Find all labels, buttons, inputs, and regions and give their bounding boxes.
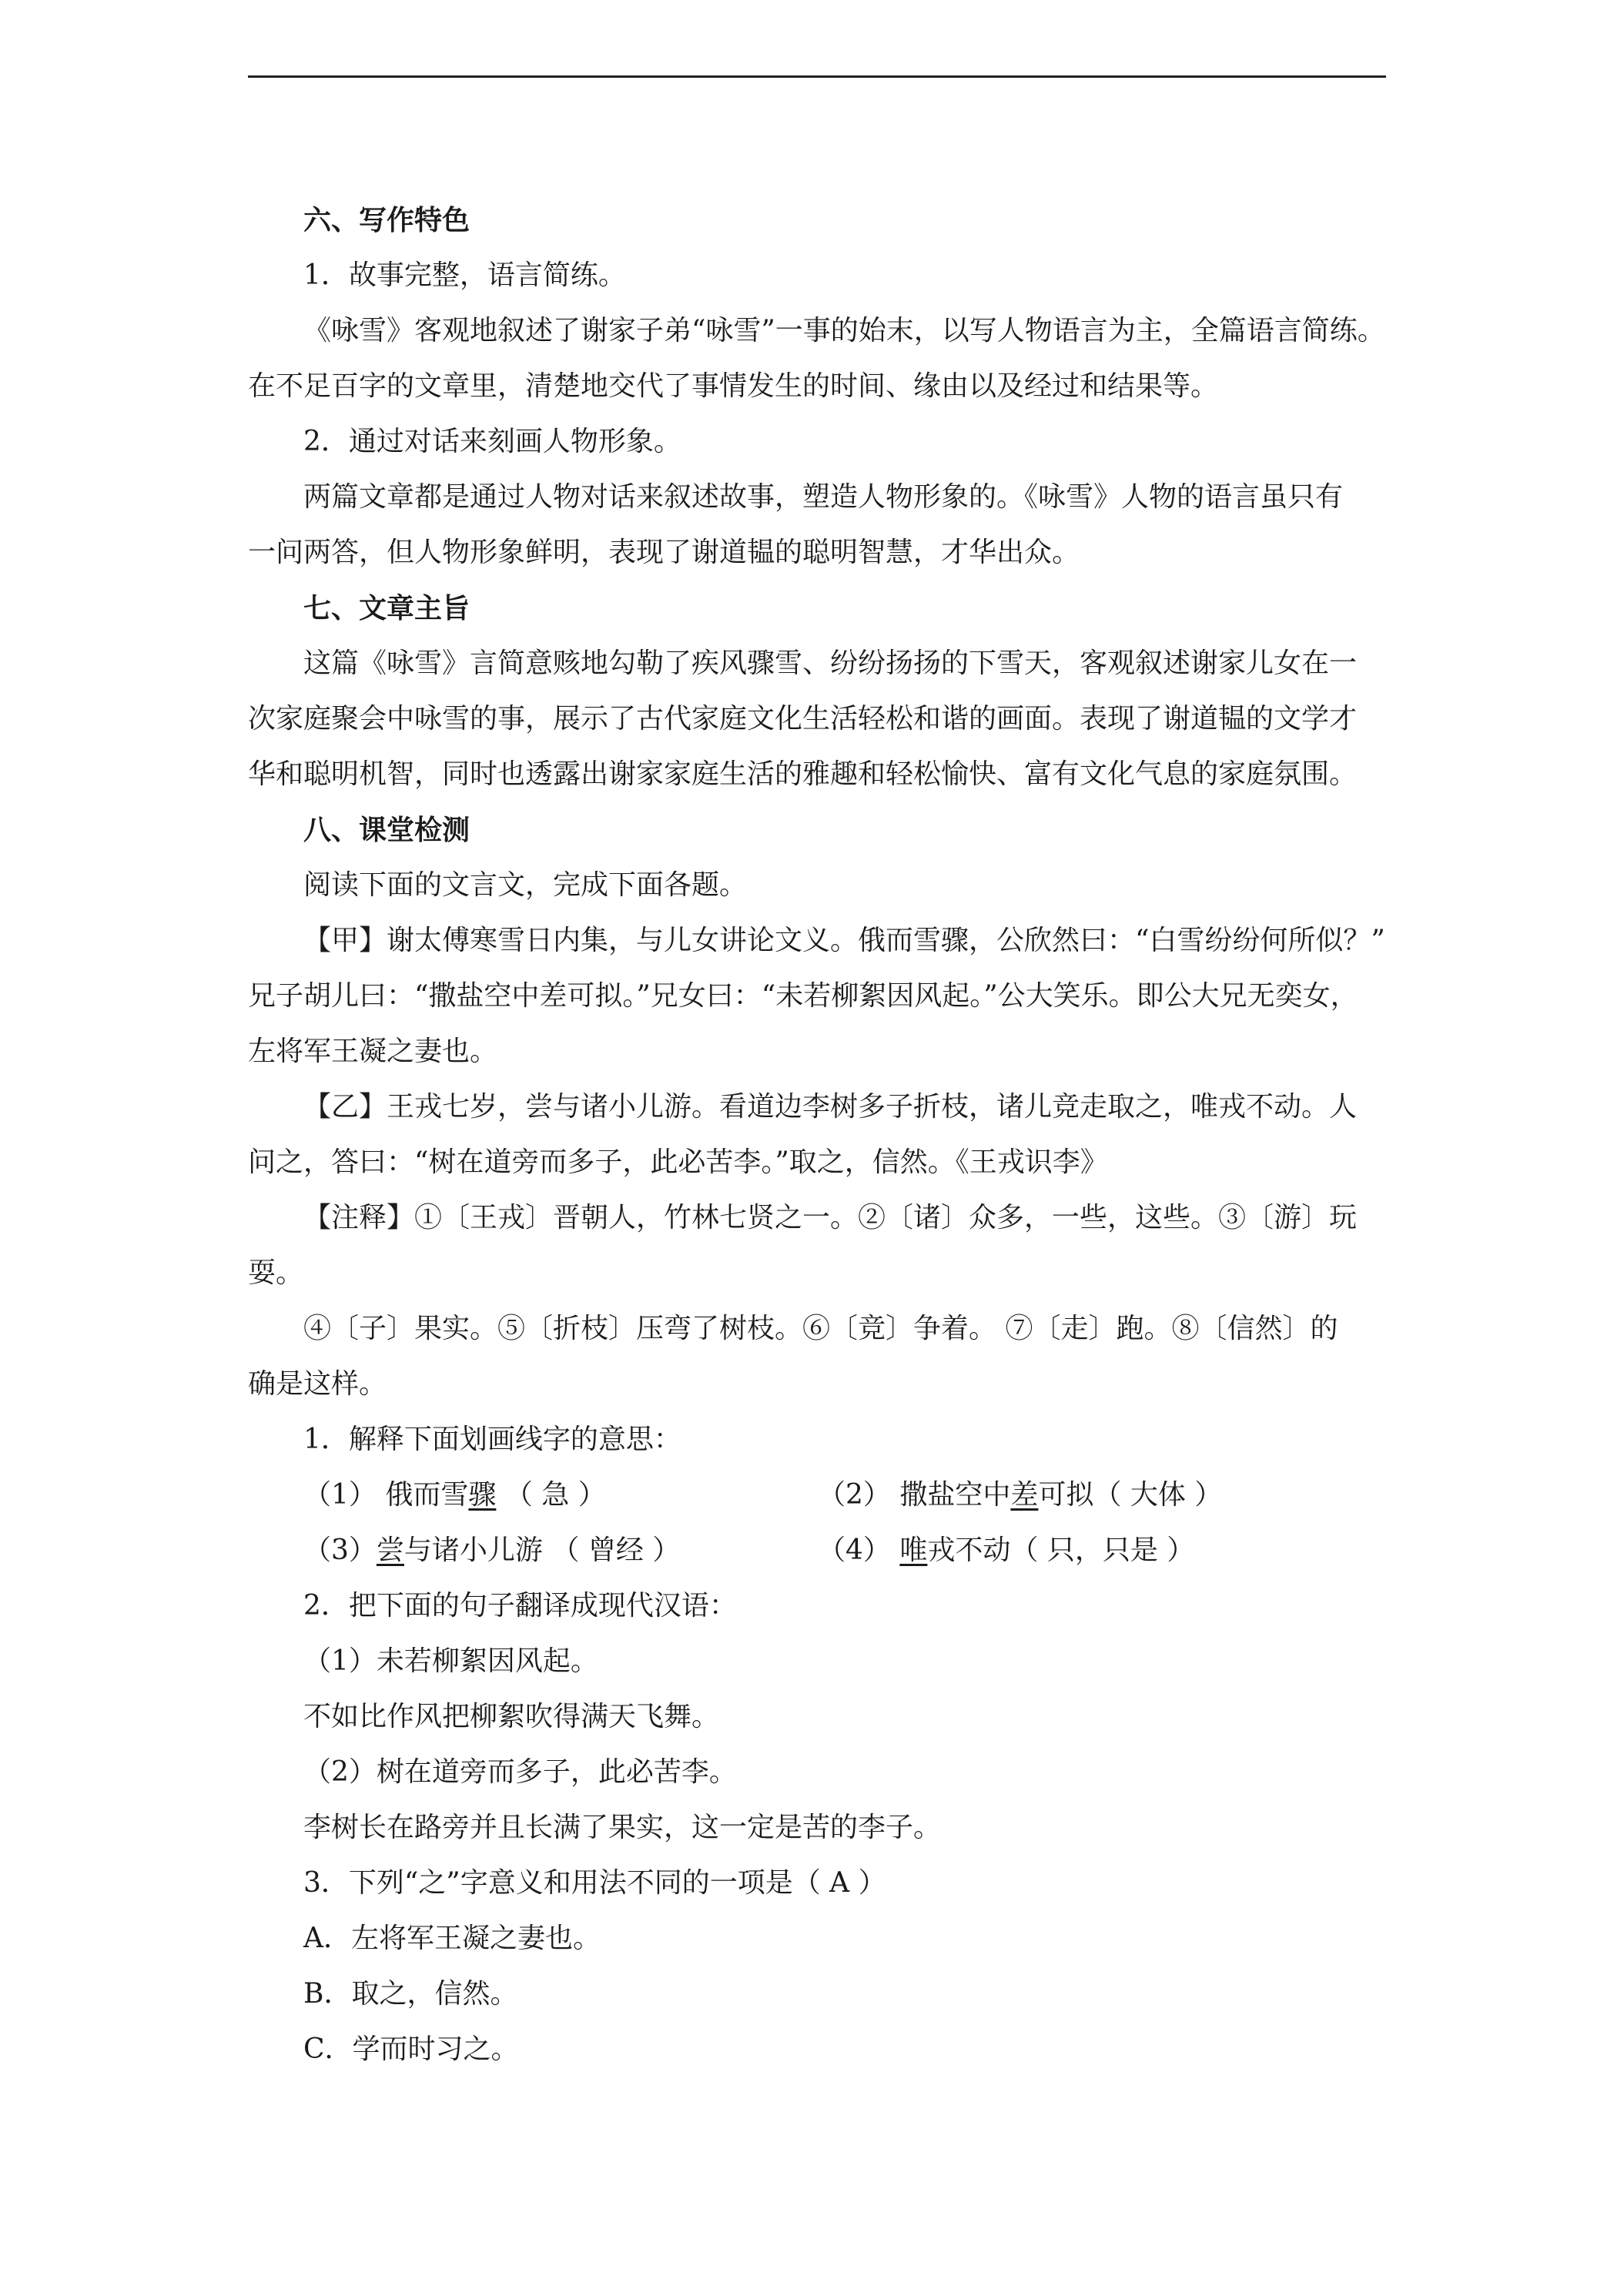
option-c: C．学而时习之。 (303, 2033, 519, 2065)
passage-jia: 【甲】谢太傅寒雪日内集，与儿女讲论文义。俄而雪骤，公欣然曰：“白雪纷纷何所似？” (303, 925, 1385, 956)
question-2-item: （1）未若柳絮因风起。 (303, 1645, 598, 1677)
passage-yi: 【乙】王戎七岁，尝与诸小儿游。看道边李树多子折枝，诸儿竞走取之，唯戎不动。人 (303, 1091, 1358, 1123)
paragraph: 次家庭聚会中咏雪的事，展示了古代家庭文化生活轻松和谐的画面。表现了谢道韫的文学才 (248, 703, 1358, 735)
paragraph: 两篇文章都是通过人物对话来叙述故事，塑造人物形象的。《咏雪》人物的语言虽只有 (303, 481, 1344, 513)
question-2-answer: 不如比作风把柳絮吹得满天飞舞。 (303, 1701, 720, 1732)
paragraph: 2．通过对话来刻画人物形象。 (303, 426, 681, 457)
paragraph: 在不足百字的文章里，清楚地交代了事情发生的时间、缘由以及经过和结果等。 (248, 370, 1219, 402)
q1-item-1: （1） 俄而雪骤 （ 急 ） (303, 1479, 606, 1511)
question-1-row (248, 1468, 1386, 1523)
question-1-row (248, 1523, 1386, 1578)
option-b: B．取之，信然。 (303, 1978, 518, 2010)
notes: 耍。 (248, 1257, 304, 1289)
question-3: 3．下列“之”字意义和用法不同的一项是（ A ） (303, 1867, 886, 1899)
question-2-answer: 李树长在路旁并且长满了果实，这一定是苦的李子。 (303, 1812, 942, 1843)
question-2: 2．把下面的句子翻译成现代汉语： (303, 1590, 737, 1622)
q1-item-4: （4） 唯戎不动（ 只，只是 ） (818, 1535, 1195, 1566)
passage-yi: 问之，答曰：“树在道旁而多子，此必苦李。”取之，信然。《王戎识李》 (248, 1146, 1108, 1178)
paragraph: 一问两答，但人物形象鲜明，表现了谢道韫的聪明智慧，才华出众。 (248, 537, 1080, 568)
question-2-item: （2）树在道旁而多子，此必苦李。 (303, 1756, 737, 1788)
notes: 确是这样。 (248, 1368, 387, 1400)
question-1: 1．解释下面划画线字的意思： (303, 1424, 681, 1455)
section-heading-6: 六、写作特色 (303, 204, 470, 236)
paragraph: 《咏雪》客观地叙述了谢家子弟“咏雪”一事的始末，以写人物语言为主，全篇语言简练。 (303, 315, 1385, 346)
notes: 【注释】①〔王戎〕晋朝人，竹林七贤之一。②〔诸〕众多，一些，这些。③〔游〕玩 (303, 1202, 1358, 1233)
notes: ④〔子〕果实。⑤〔折枝〕压弯了树枝。⑥〔竞〕争着。 ⑦〔走〕跑。⑧〔信然〕的 (303, 1313, 1338, 1344)
passage-jia: 左将军王凝之妻也。 (248, 1036, 498, 1067)
section-heading-8: 八、课堂检测 (303, 814, 470, 846)
header-rule (248, 75, 1386, 78)
q1-item-3: （3）尝与诸小儿游 （ 曾经 ） (303, 1535, 681, 1566)
q1-item-2: （2） 撒盐空中差可拟（ 大体 ） (818, 1479, 1223, 1511)
paragraph: 华和聪明机智，同时也透露出谢家家庭生活的雅趣和轻松愉快、富有文化气息的家庭氛围。 (248, 758, 1358, 790)
passage-jia: 兄子胡儿曰：“撒盐空中差可拟。”兄女曰：“未若柳絮因风起。”公大笑乐。即公大兄无奕女， (248, 980, 1358, 1012)
paragraph: 阅读下面的文言文，完成下面各题。 (303, 869, 748, 901)
option-a: A．左将军王凝之妻也。 (303, 1923, 601, 1954)
section-heading-7: 七、文章主旨 (303, 592, 470, 624)
paragraph: 1．故事完整，语言简练。 (303, 259, 626, 291)
paragraph: 这篇《咏雪》言简意赅地勾勒了疾风骤雪、纷纷扬扬的下雪天，客观叙述谢家儿女在一 (303, 648, 1358, 679)
document-body (248, 192, 1386, 2077)
